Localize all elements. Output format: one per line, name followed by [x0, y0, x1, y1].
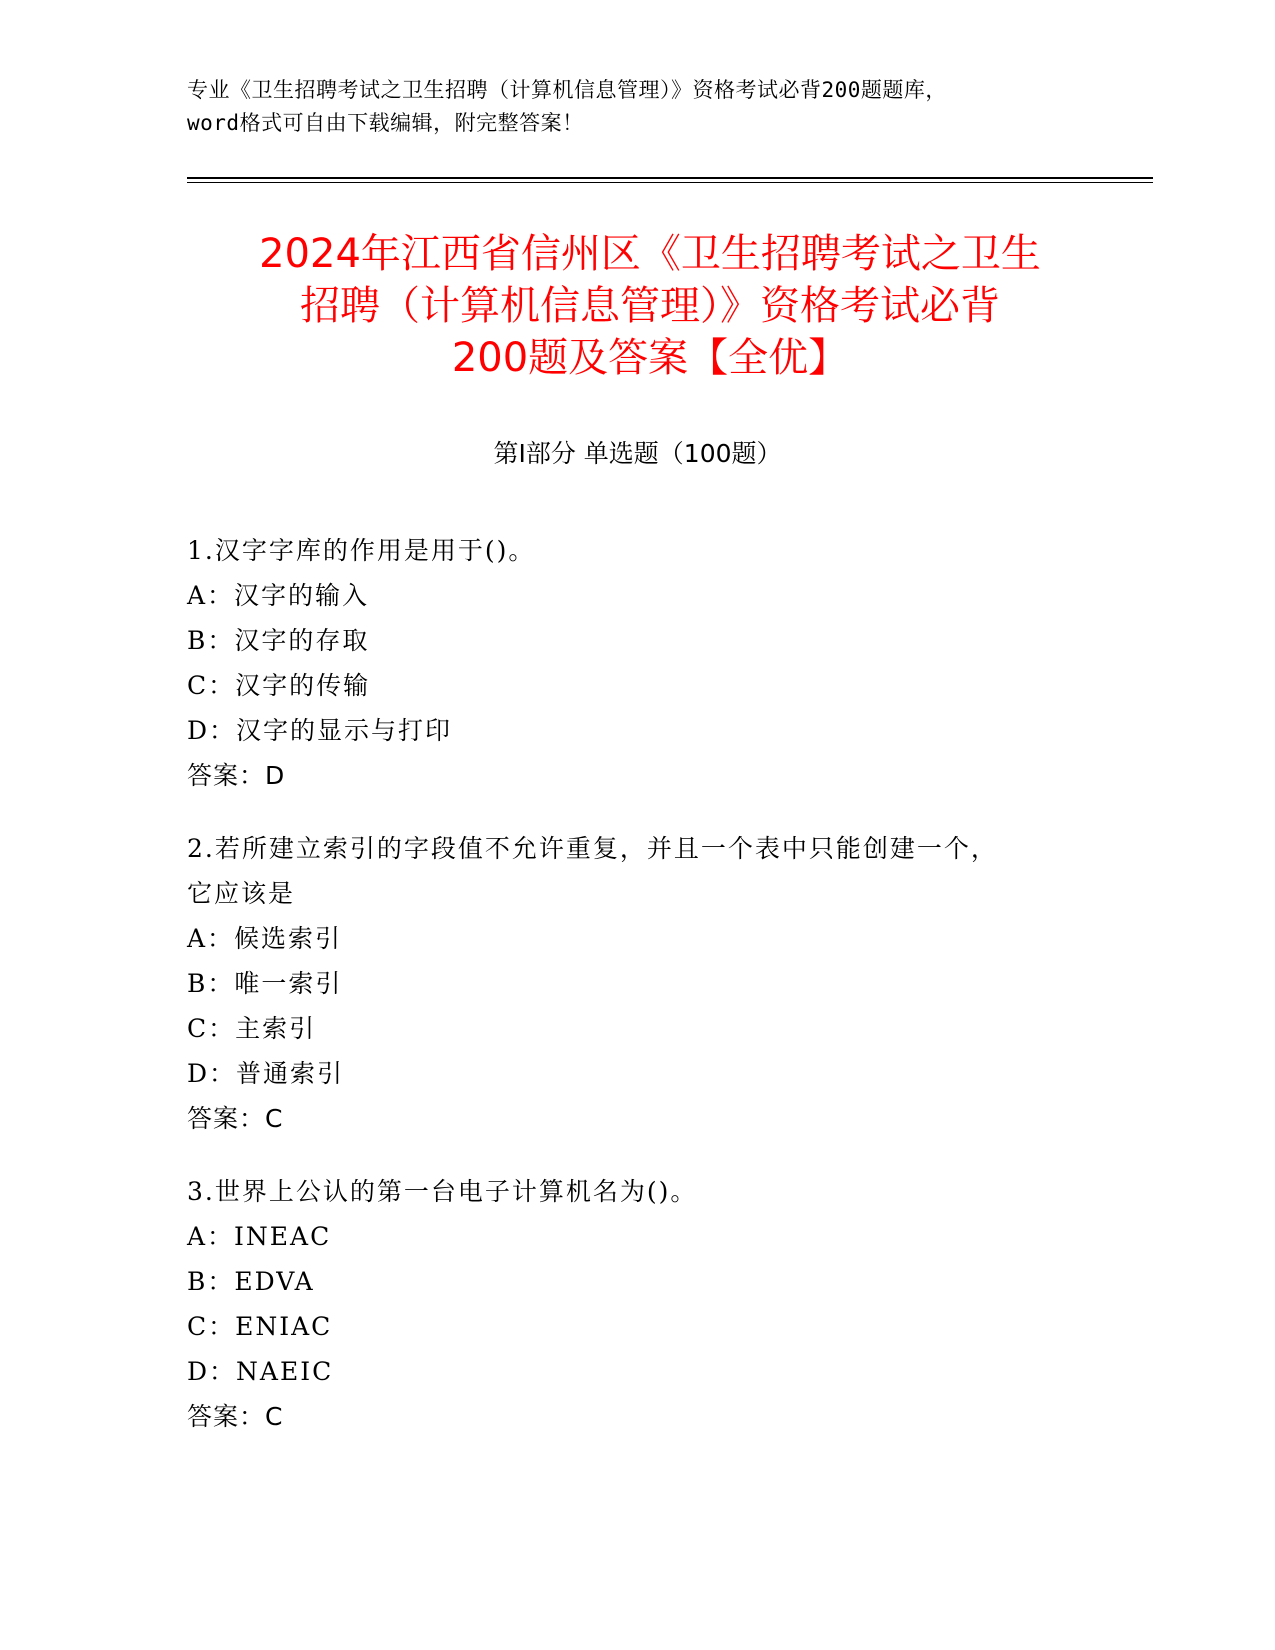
- option-c: C：ENIAC: [187, 1312, 333, 1341]
- document-title: [150, 228, 1150, 384]
- question-list: [187, 528, 1087, 1467]
- option-d: D：NAEIC: [187, 1357, 334, 1386]
- answer: 答案：C: [187, 1104, 284, 1133]
- answer: 答案：D: [187, 761, 286, 790]
- question-stem: 3.世界上公认的第一台电子计算机名为()。: [187, 1177, 698, 1206]
- question-stem-continued: 它应该是: [187, 879, 296, 908]
- question-stem: 1.汉字字库的作用是用于()。: [187, 536, 536, 565]
- header-rule-thick: [187, 177, 1153, 179]
- header-note-line-2: word格式可自由下载编辑，附完整答案！: [187, 111, 584, 135]
- title-line-2: 招聘（计算机信息管理）》资格考试必背: [300, 283, 1000, 329]
- section-title: 第Ⅰ部分 单选题（100题）: [493, 439, 782, 468]
- answer: 答案：C: [187, 1402, 284, 1431]
- title-line-1: 2024年江西省信州区《卫生招聘考试之卫生: [259, 231, 1041, 277]
- option-a: A：汉字的输入: [187, 581, 370, 610]
- option-d: D：普通索引: [187, 1059, 345, 1088]
- option-c: C：主索引: [187, 1014, 317, 1043]
- option-a: A：INEAC: [187, 1222, 332, 1251]
- option-b: B：汉字的存取: [187, 626, 370, 655]
- option-d: D：汉字的显示与打印: [187, 716, 453, 745]
- header-note: [187, 74, 1087, 140]
- header-note-line-1: 专业《卫生招聘考试之卫生招聘（计算机信息管理）》资格考试必背200题题库，: [187, 78, 947, 102]
- option-c: C：汉字的传输: [187, 671, 371, 700]
- question-stem: 2.若所建立索引的字段值不允许重复，并且一个表中只能创建一个，: [187, 834, 998, 863]
- title-line-3: 200题及答案【全优】: [451, 335, 849, 381]
- question-1: [187, 528, 1087, 798]
- option-a: A：候选索引: [187, 924, 343, 953]
- header-rule-thin: [187, 182, 1153, 183]
- option-b: B：唯一索引: [187, 969, 343, 998]
- question-2: [187, 826, 1087, 1141]
- option-b: B：EDVA: [187, 1267, 315, 1296]
- question-3: [187, 1169, 1087, 1439]
